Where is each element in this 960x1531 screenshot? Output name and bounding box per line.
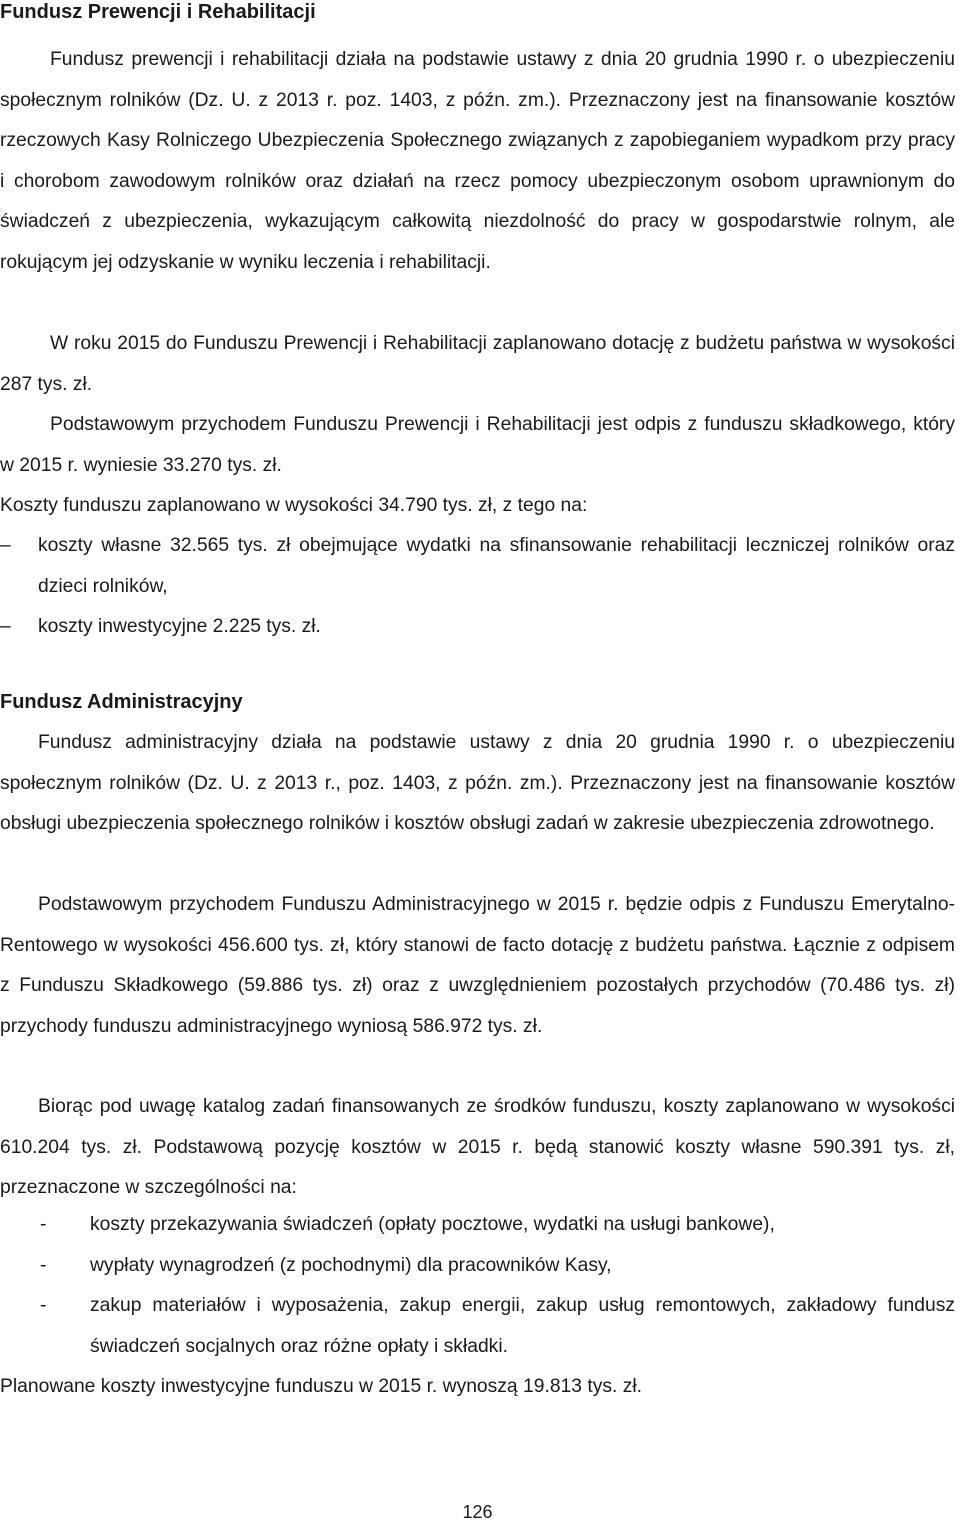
admin-cost-list bbox=[0, 1205, 955, 1367]
paragraph-admin-costs: Biorąc pod uwagę katalog zadań finansowanych ze środków funduszu, koszty zaplanowano w wysokości 610.204 tys. zł. Podstawową pozycję kosztów w 2015 r. będą stanowić koszty własne 590.391 tys. zł, przeznaczone w szczególności na: bbox=[0, 1096, 955, 1198]
section-heading-administrative: Fundusz Administracyjny bbox=[0, 691, 243, 713]
list-item bbox=[0, 1286, 955, 1367]
list-dash-marker: – bbox=[0, 535, 11, 556]
paragraph-admin-investment: Planowane koszty inwestycyjne funduszu w 2015 r. wynoszą 19.813 tys. zł. bbox=[0, 1376, 642, 1397]
paragraph-prevention-revenue: Podstawowym przychodem Funduszu Prewencji i Rehabilitacji jest odpis z funduszu składkowego, który w 2015 r. wyniesie 33.270 tys. zł. bbox=[0, 414, 955, 476]
list-item-text: koszty przekazywania świadczeń (opłaty pocztowe, wydatki na usługi bankowe), bbox=[90, 1214, 775, 1235]
list-item bbox=[0, 526, 955, 607]
paragraph-admin-intro: Fundusz administracyjny działa na podstawie ustawy z dnia 20 grudnia 1990 r. o ubezpieczeniu społecznym rolników (Dz. U. z 2013 r., poz. 1403, z późn. zm.). Przeznaczony jest na finansowanie kosztów obsługi ubezpieczenia społecznego rolników i kosztów obsługi zadań w zakresie ubezpieczenia zdrowotnego. bbox=[0, 732, 955, 834]
list-item-text: wypłaty wynagrodzeń (z pochodnymi) dla pracowników Kasy, bbox=[90, 1254, 612, 1276]
list-item-text: koszty inwestycyjne 2.225 tys. zł. bbox=[38, 616, 321, 637]
paragraph-prevention-intro: Fundusz prewencji i rehabilitacji działa na podstawie ustawy z dnia 20 grudnia 1990 r. o ubezpieczeniu społecznym rolników (Dz. U. z 2013 r. poz. 1403, z późn. zm.). Przeznaczony jest na finansowanie kosztów rzeczowych Kasy Rolniczego Ubezpieczenia Społecznego związanych z zapobieganiem wypadkom przy pracy i chorobom zawodowym rolników oraz działań na rzecz pomocy ubezpieczonym osobom uprawnionym do świadczeń z ubezpieczenia, wykazującym całkowitą niezdolność do pracy w gospodarstwie rolnym, ale rokującym jej odzyskanie w wyniku leczenia i rehabilitacji. bbox=[0, 49, 955, 273]
paragraph-admin-revenue: Podstawowym przychodem Funduszu Administracyjnego w 2015 r. będzie odpis z Funduszu Emerytalno-Rentowego w wysokości 456.600 tys. zł, który stanowi de facto dotację z budżetu państwa. Łącznie z odpisem z Funduszu Składkowego (59.886 tys. zł) oraz z uwzględnieniem pozostałych przychodów (70.486 tys. zł) przychody funduszu administracyjnego wyniosą 586.972 tys. zł. bbox=[0, 894, 955, 1037]
paragraph-prevention-subsidy: W roku 2015 do Funduszu Prewencji i Rehabilitacji zaplanowano dotację z budżetu państwa w wysokości 287 tys. zł. bbox=[0, 333, 955, 395]
page-number: 126 bbox=[462, 1502, 493, 1522]
list-item bbox=[0, 1246, 955, 1287]
prevention-cost-list bbox=[0, 526, 955, 648]
list-hyphen-marker: - bbox=[40, 1254, 47, 1276]
list-item-text: koszty własne 32.565 tys. zł obejmujące wydatki na sfinansowanie rehabilitacji leczniczej rolników oraz dzieci rolników, bbox=[38, 535, 955, 597]
section-heading-prevention: Fundusz Prewencji i Rehabilitacji bbox=[0, 1, 316, 23]
list-item bbox=[0, 1205, 955, 1246]
list-dash-marker: – bbox=[0, 616, 11, 637]
list-item-text: zakup materiałów i wyposażenia, zakup energii, zakup usług remontowych, zakładowy fundusz świadczeń socjalnych oraz różne opłaty i składki. bbox=[90, 1295, 955, 1357]
list-hyphen-marker: - bbox=[40, 1214, 47, 1235]
list-item bbox=[0, 607, 955, 648]
paragraph-prevention-costs: Koszty funduszu zaplanowano w wysokości 34.790 tys. zł, z tego na: bbox=[0, 495, 588, 516]
list-hyphen-marker: - bbox=[40, 1295, 47, 1316]
